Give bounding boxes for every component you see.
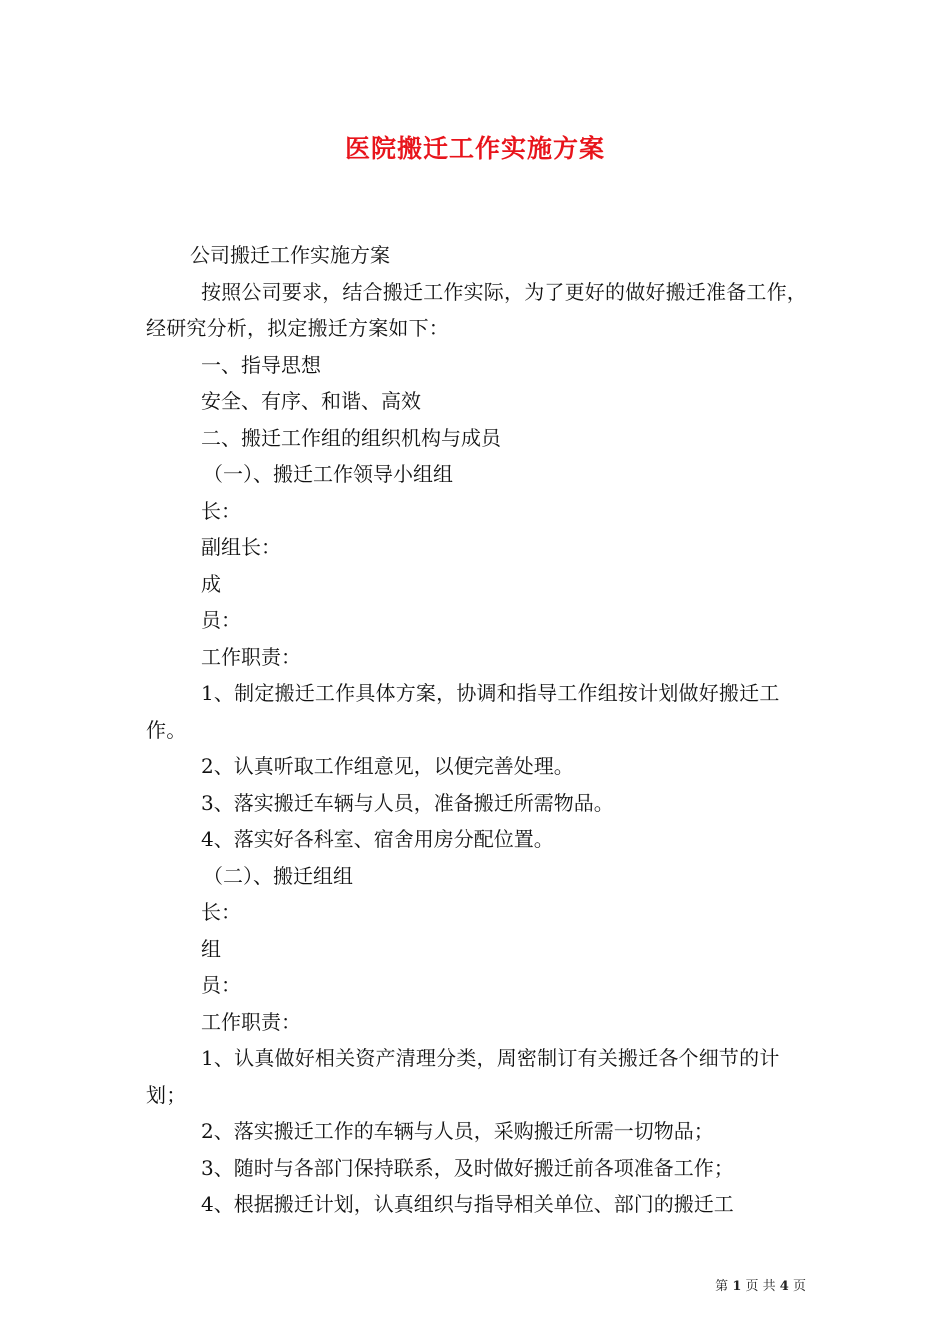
footer-middle: 页 共 [745, 1279, 776, 1294]
page-footer [715, 1278, 806, 1296]
field-members-label-part1: 组 [201, 936, 221, 961]
field-deputy-leader: 副组长： [201, 535, 281, 559]
subsection-heading-leadership-group: （一）、搬迁工作领导小组组 [203, 462, 453, 486]
duty-item: 1、认真做好相关资产清理分类，周密制订有关搬迁各个细节的计划； [146, 1046, 780, 1107]
subsection-heading-relocation-group: （二）、搬迁组组 [203, 863, 353, 888]
duty-item: 2、认真听取工作组意见，以便完善处理。 [201, 754, 574, 778]
section-heading-organization: 二、搬迁工作组的组织机构与成员 [201, 425, 501, 450]
duty-item: 4、落实好各科室、宿舍用房分配位置。 [201, 827, 554, 851]
duty-item: 4、根据搬迁计划，认真组织与指导相关单位、部门的搬迁工 [201, 1192, 734, 1216]
paragraph-intro: 按照公司要求，结合搬迁工作实际，为了更好的做好搬迁准备工作，经研究分析，拟定搬迁方案如下： [146, 279, 807, 340]
paragraph-principles: 安全、有序、和谐、高效 [201, 389, 421, 413]
footer-suffix: 页 [792, 1279, 806, 1294]
duty-item: 3、落实搬迁车辆与人员，准备搬迁所需物品。 [201, 790, 614, 815]
section-heading-guiding-ideology: 一、指导思想 [201, 352, 321, 377]
field-members-label-part1: 成 [201, 571, 221, 596]
document-title: 医院搬迁工作实施方案 [344, 134, 605, 163]
field-members-label-part2: 员： [201, 608, 241, 632]
footer-total-pages: 4 [779, 1279, 789, 1294]
field-members-label-part2: 员： [201, 973, 241, 997]
footer-page-number: 1 [732, 1279, 742, 1294]
duty-item: 3、随时与各部门保持联系，及时做好搬迁前各项准备工作； [201, 1155, 734, 1180]
document-body [146, 237, 816, 1223]
duty-item: 2、落实搬迁工作的车辆与人员，采购搬迁所需一切物品； [201, 1119, 714, 1143]
duty-item: 1、制定搬迁工作具体方案，协调和指导工作组按计划做好搬迁工作。 [146, 681, 780, 742]
field-leader: 长： [201, 498, 241, 523]
footer-prefix: 第 [715, 1279, 729, 1294]
duties-heading: 工作职责： [201, 1009, 301, 1034]
field-leader: 长： [201, 900, 241, 924]
duties-heading: 工作职责： [201, 644, 301, 669]
paragraph-subtitle: 公司搬迁工作实施方案 [190, 243, 390, 267]
